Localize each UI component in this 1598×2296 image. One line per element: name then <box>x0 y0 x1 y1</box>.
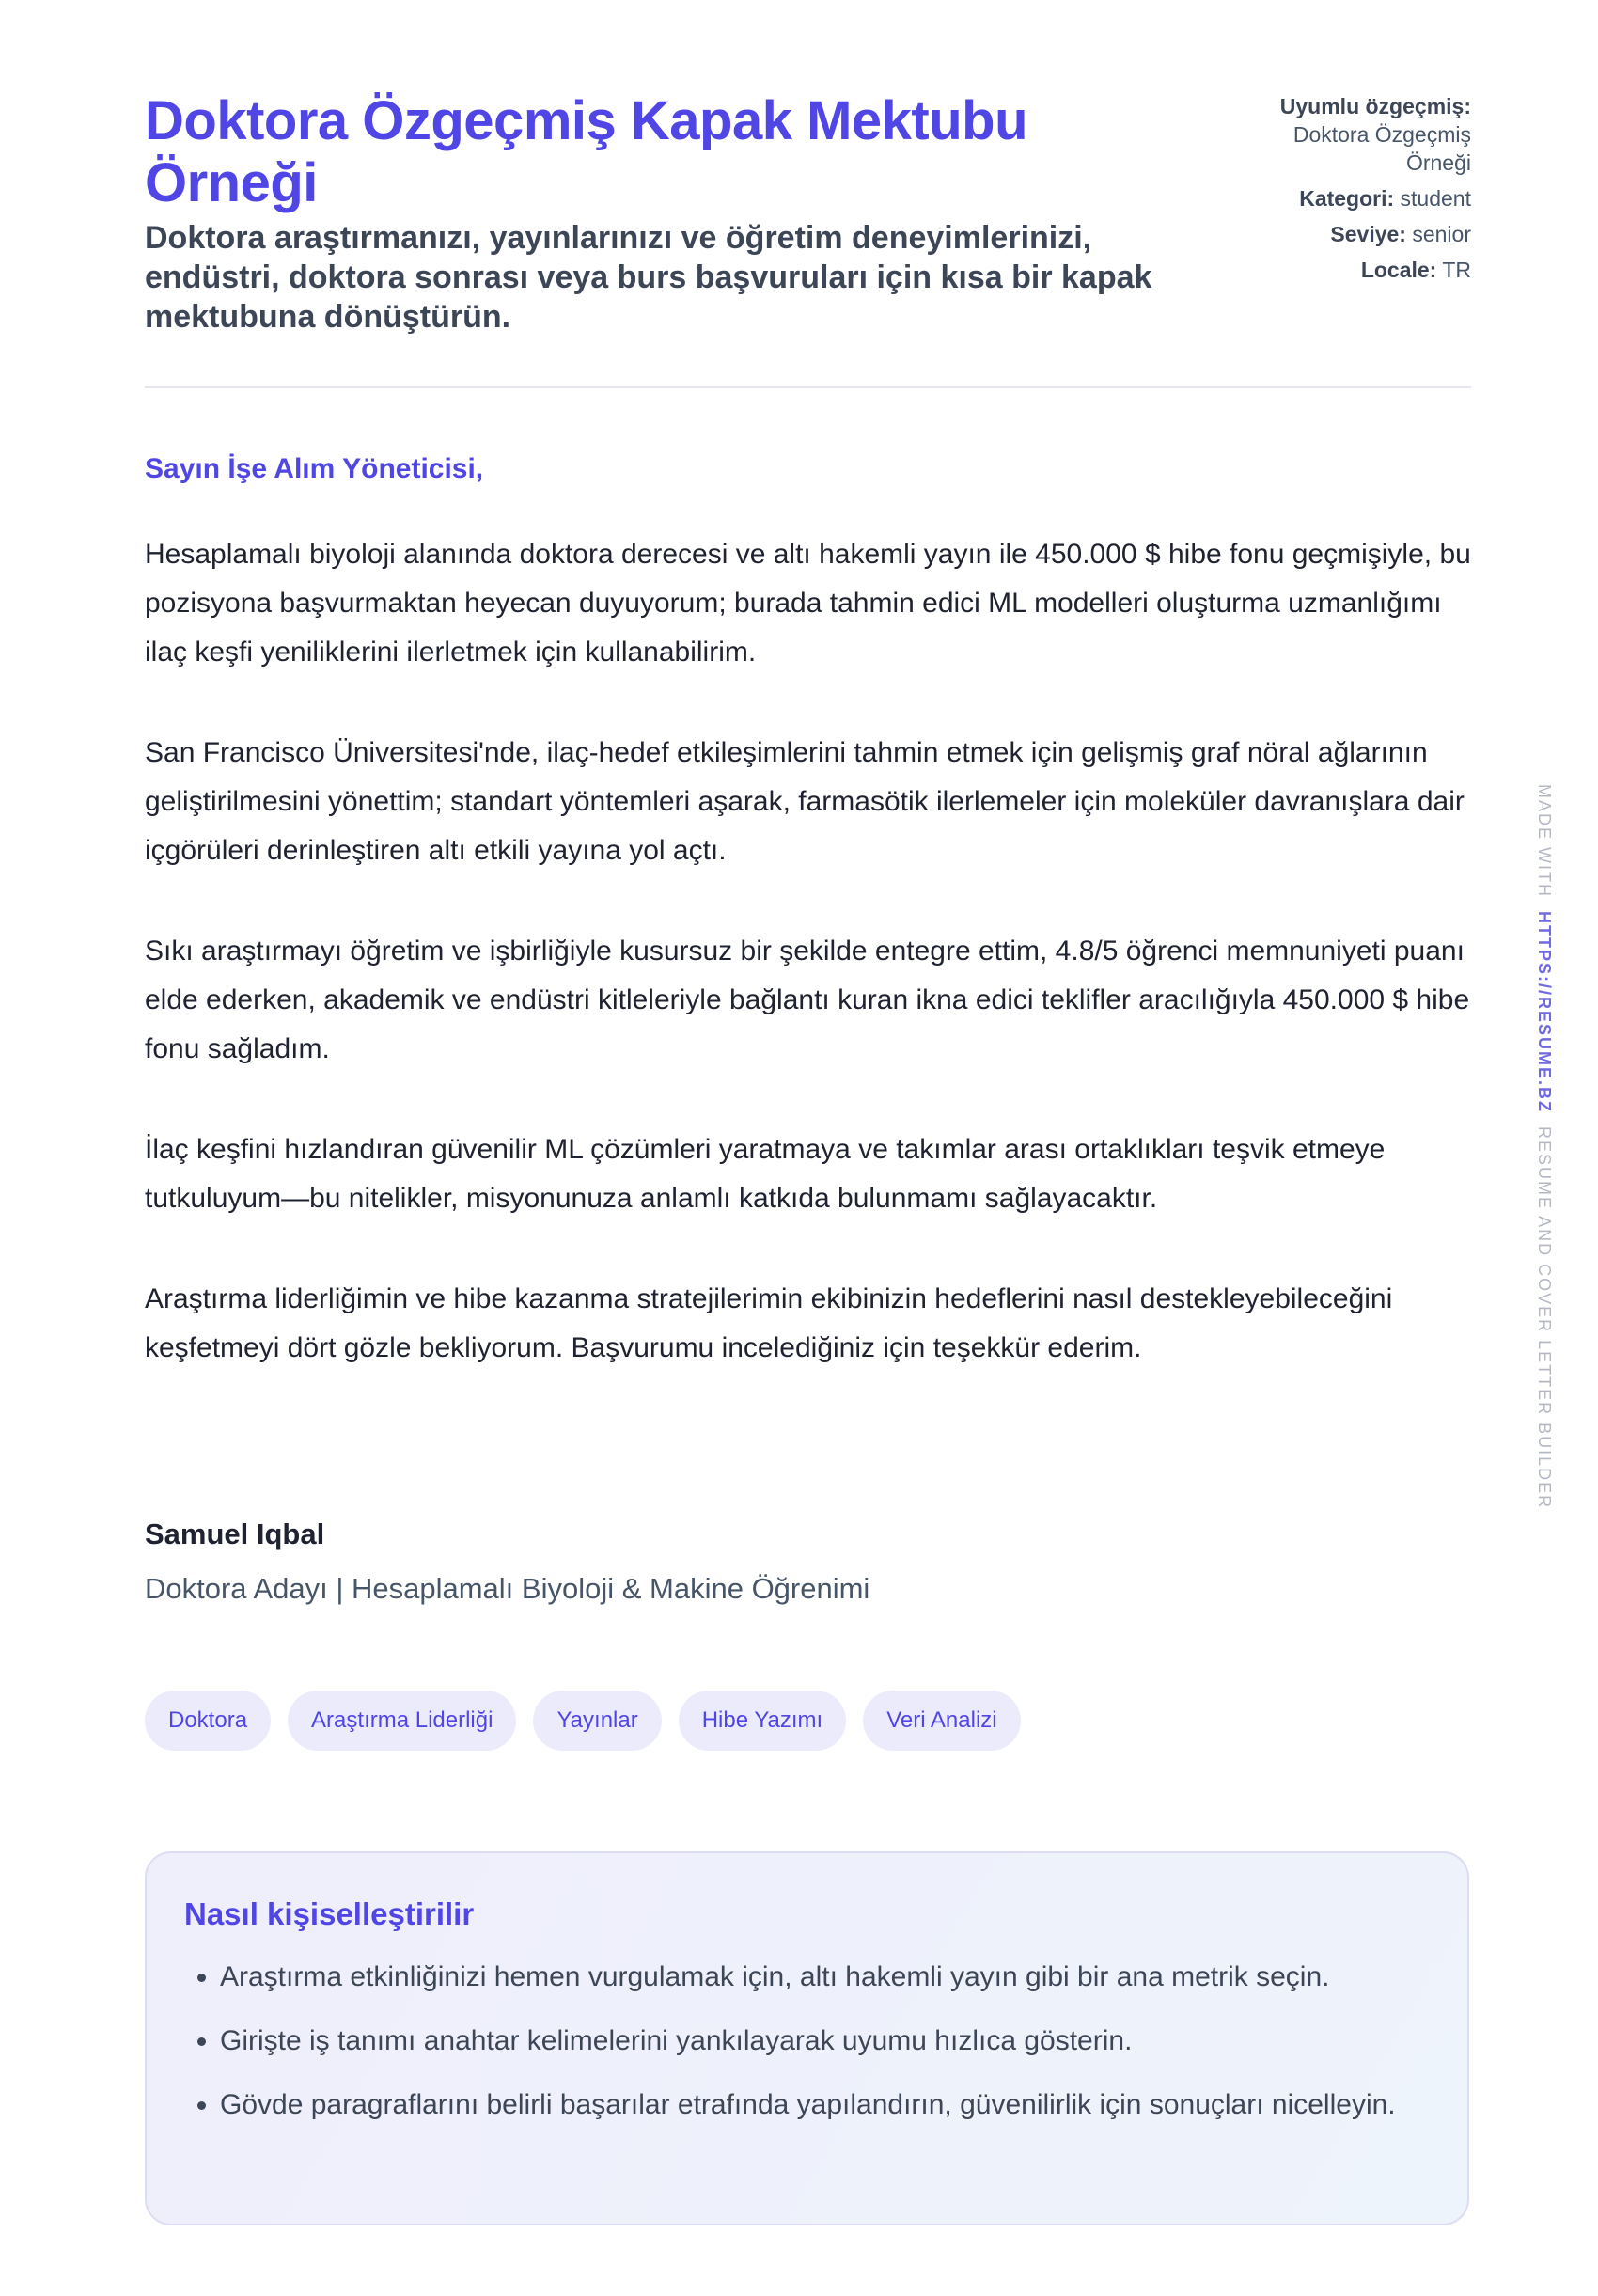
meta-resume-label: Uyumlu özgeçmiş: <box>1279 94 1471 118</box>
side-banner <box>1534 784 1554 1509</box>
tip-item: • Araştırma etkinliğinizi hemen vurgulamak için, altı hakemli yayın gibi bir ana metrik seçin. <box>220 1953 1430 2002</box>
signature-name: Samuel Iqbal <box>145 1518 325 1550</box>
meta-resume-value: Doktora Özgeçmiş Örneği <box>1292 122 1471 175</box>
tip-item: • Girişte iş tanımı anahtar kelimelerini yankılayarak uyumu hızlıca gösterin. <box>220 2017 1430 2066</box>
letter-paragraph: İlaç keşfini hızlandıran güvenilir ML çözümleri yaratmaya ve takımlar arası ortaklıkları teşvik etmeye tutkuluyum—bu nitelikler, misyonunuza anlamlı katkıda bulunmamı sağlayacaktır. <box>145 1134 1386 1214</box>
meta-category-value: student <box>1400 186 1471 211</box>
cover-letter-page <box>145 0 1471 2120</box>
page-header <box>145 0 1471 388</box>
letter-paragraph: Sıkı araştırmayı öğretim ve işbirliğiyle kusursuz bir şekilde entegre ettim, 4.8/5 öğrenci memnuniyeti puanı elde ederken, akademik ve endüstri kitleleriyle bağlantı kuran ikna edici teklifler aracılığıyla 450.000 $ hibe fonu sağladım. <box>145 936 1470 1064</box>
meta-category <box>1227 184 1471 212</box>
meta-locale <box>1227 256 1471 284</box>
meta-category-label: Kategori: <box>1299 186 1395 211</box>
meta-resume <box>1227 92 1471 177</box>
tag[interactable]: Yayınlar <box>533 1691 661 1751</box>
meta-level <box>1227 220 1471 248</box>
tag-list <box>145 1691 1021 1751</box>
tip-item: • Gövde paragraflarını belirli başarılar etrafında yapılandırın, güvenilirlik için sonuçları nicelleyin. <box>220 2081 1430 2130</box>
tips-list <box>184 1953 1430 2130</box>
signature-role: Doktora Adayı | Hesaplamalı Biyoloji & Makine Öğrenimi <box>145 1572 870 1605</box>
signature <box>145 1512 870 1612</box>
meta-level-value: senior <box>1412 222 1471 246</box>
meta-locale-value: TR <box>1442 258 1471 282</box>
meta-level-label: Seviye: <box>1330 222 1406 246</box>
tips-box <box>145 1851 1469 2225</box>
tag[interactable]: Hibe Yazımı <box>679 1691 847 1751</box>
letter-paragraph: San Francisco Üniversitesi'nde, ilaç-hedef etkileşimlerini tahmin etmek için gelişmiş graf nöral ağlarının geliştirilmesini yönettim; standart yöntemleri aşarak, farmasötik ilerlemeler için moleküler davranışlara dair içgörüleri derinleştiren altı etkili yayına yol açtı. <box>145 737 1465 866</box>
side-banner-suffix: RESUME AND COVER LETTER BUILDER <box>1535 1126 1554 1510</box>
side-banner-prefix: MADE WITH <box>1535 784 1554 898</box>
meta-info <box>1227 92 1471 291</box>
meta-locale-label: Locale: <box>1360 258 1437 282</box>
tips-title: Nasıl kişiselleştirilir <box>184 1896 475 1931</box>
page-title: Doktora Özgeçmiş Kapak Mektubu Örneği <box>145 90 1027 213</box>
letter-paragraph: Hesaplamalı biyoloji alanında doktora derecesi ve altı hakemli yayın ile 450.000 $ hibe fonu geçmişiyle, bu pozisyona başvurmaktan heyecan duyuyorum; burada tahmin edici ML modelleri oluşturma uzmanlığımı ilaç keşfi yeniliklerini ilerletmek için kullanabilirim. <box>145 539 1471 668</box>
letter-body <box>145 530 1471 1424</box>
page-subtitle: Doktora araştırmanızı, yayınlarınızı ve öğretim deneyimlerinizi, endüstri, doktora sonrası veya burs başvuruları için kısa bir kapak mektubuna dönüştürün. <box>145 220 1152 335</box>
tag[interactable]: Araştırma Liderliği <box>288 1691 516 1751</box>
side-banner-link[interactable]: HTTPS://RESUME.BZ <box>1535 911 1554 1114</box>
letter-paragraph: Araştırma liderliğimin ve hibe kazanma stratejilerimin ekibinizin hedeflerini nasıl destekleyebileceğini keşfetmeyi dört gözle bekliyorum. Başvurumu incelediğiniz için teşekkür ederim. <box>145 1283 1393 1363</box>
letter-greeting: Sayın İşe Alım Yöneticisi, <box>145 453 484 484</box>
tag[interactable]: Veri Analizi <box>863 1691 1020 1751</box>
tag[interactable]: Doktora <box>145 1691 271 1751</box>
